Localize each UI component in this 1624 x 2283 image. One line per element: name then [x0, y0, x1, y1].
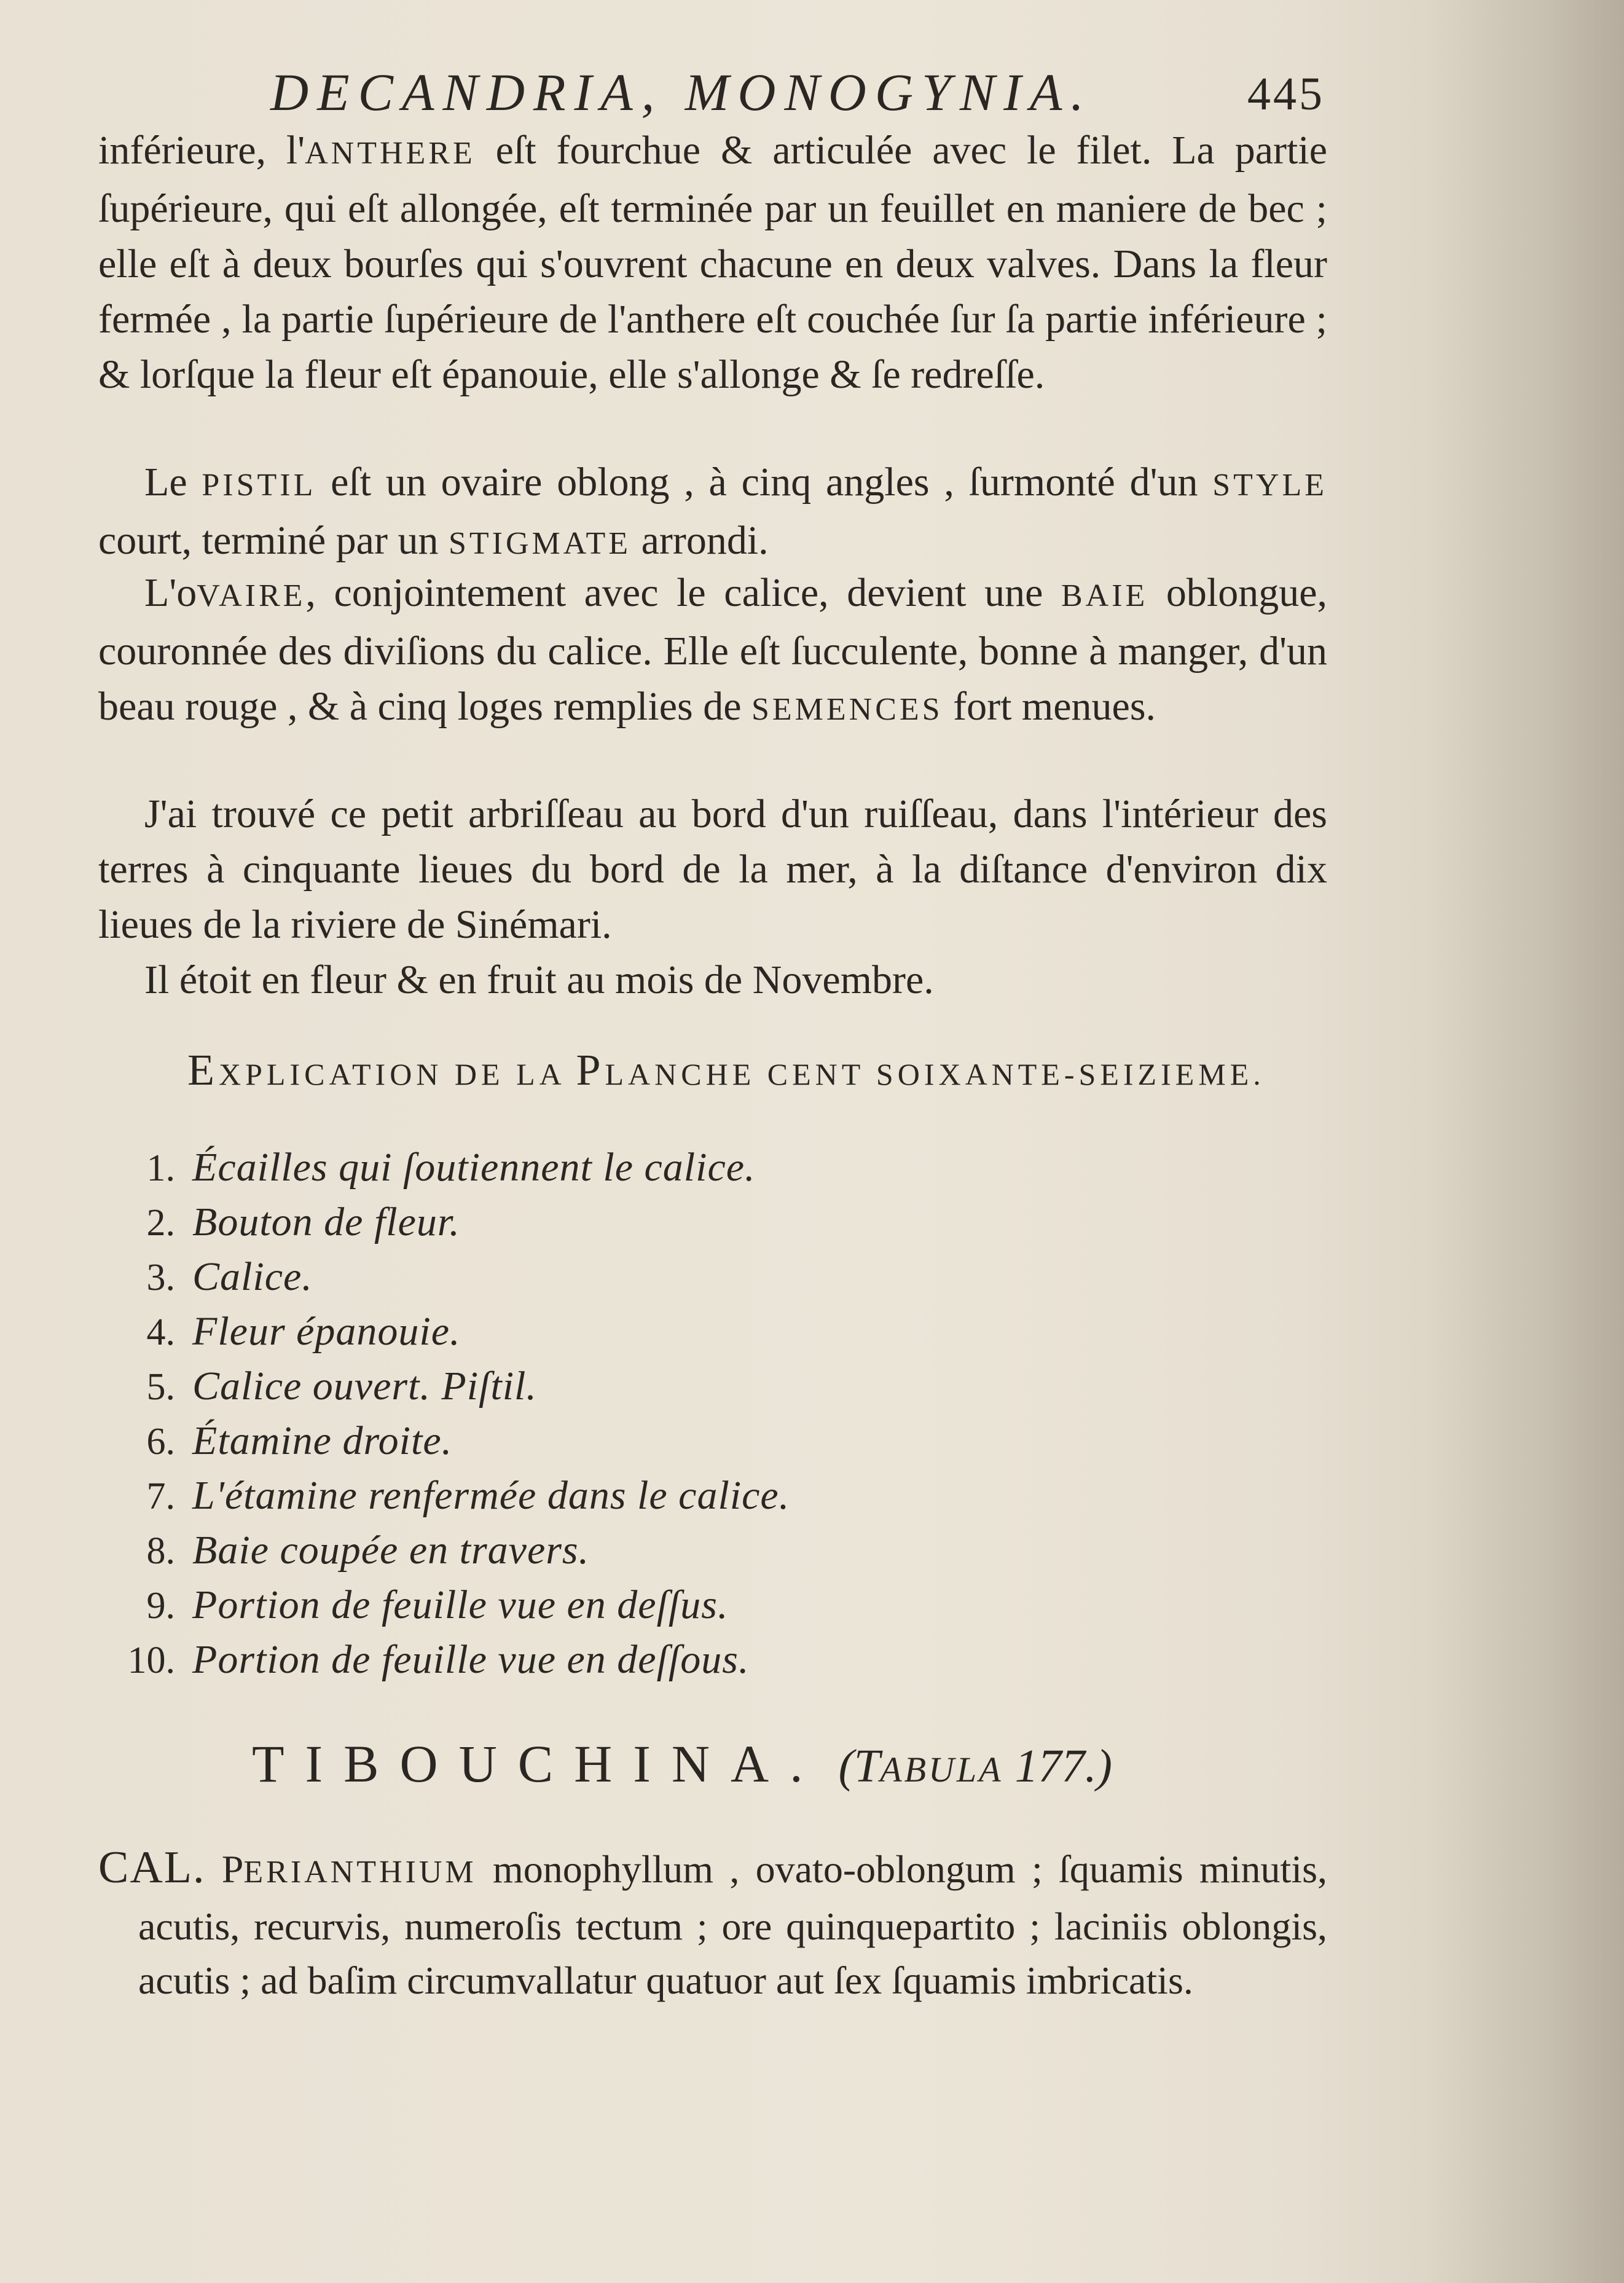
legend-number: 5. — [146, 1366, 175, 1408]
flowering-text: Il étoit en fleur & en fruit au mois de Novembre. — [144, 957, 934, 1002]
heading-small-caps: LANCHE — [605, 1057, 756, 1091]
legend-item — [98, 1249, 1143, 1304]
paragraph-anthere — [98, 123, 1327, 403]
legend-number: 6. — [146, 1421, 175, 1463]
heading-small-caps: CENT SOIXANTE-SEIZIEME. — [755, 1057, 1265, 1091]
text-run: arrondi. — [631, 518, 769, 563]
text-run: Le — [144, 460, 202, 505]
small-caps-term: STIGMATE — [448, 526, 632, 561]
legend-text: Calice. — [192, 1254, 313, 1299]
legend-number: 8. — [146, 1530, 175, 1572]
legend-text: Calice ouvert. Piſtil. — [192, 1364, 537, 1409]
legend-item — [98, 1468, 1143, 1523]
legend-text: Écailles qui ſoutiennent le calice. — [192, 1145, 756, 1190]
small-caps-term: ERIANTHIUM — [243, 1855, 477, 1890]
running-head: DECANDRIA, MONOGYNIA. — [270, 63, 1092, 122]
legend-number: 3. — [146, 1257, 175, 1299]
text-run: court, terminé par un — [98, 518, 449, 563]
plate-reference — [839, 1740, 1112, 1792]
genus-name: TIBOUCHINA. — [252, 1734, 824, 1793]
small-caps-term: PISTIL — [202, 468, 316, 503]
legend-text: Portion de feuille vue en deſſous. — [192, 1637, 750, 1682]
text-run: oblongue, couronnée des diviſions du calice. Elle eſt ſucculente, bonne à manger, d'un beau rouge , & à cinq loges remplies de — [98, 570, 1327, 729]
heading-small-caps: DE LA — [442, 1057, 576, 1091]
paragraph-pistil — [98, 455, 1327, 572]
legend-number: 9. — [146, 1585, 175, 1627]
paragraph-flowering — [98, 953, 1327, 1008]
legend-item — [98, 1413, 1143, 1468]
legend-item — [98, 1523, 1143, 1578]
heading-initial: P — [576, 1045, 605, 1094]
legend-item — [98, 1578, 1143, 1632]
text-run: inférieure, l' — [98, 128, 305, 173]
text-run: P — [205, 1847, 244, 1891]
legend-item — [98, 1304, 1143, 1359]
small-caps-term: ANTHERE — [305, 136, 476, 171]
paragraph-habitat — [98, 787, 1327, 953]
legend-text: Baie coupée en travers. — [192, 1528, 590, 1573]
explication-heading — [187, 1045, 1265, 1096]
page-edge-shadow — [1427, 0, 1624, 2283]
legend-text: L'étamine renfermée dans le calice. — [192, 1473, 790, 1518]
legend-number: 7. — [146, 1476, 175, 1517]
text-run: eſt un ovaire oblong , à cinq angles , ſurmonté d'un — [316, 460, 1213, 505]
small-caps-term: SEMENCES — [751, 692, 943, 727]
legend-text: Étamine droite. — [192, 1418, 453, 1463]
text-run: eſt fourchue & articulée avec le filet. La partie ſupérieure, qui eſt allongée, eſt terminée par un feuillet en maniere de bec ; elle eſt à deux bourſes qui s'ouvrent chacune en deux valves. Dans la fleur fermée , la partie ſupérieure de l'anthere eſt couchée ſur ſa partie inférieure ; & lorſque la fleur eſt épanouie, elle s'allonge & ſe redreſſe. — [98, 128, 1327, 397]
plate-ref-open: (T — [838, 1740, 881, 1792]
legend-item — [98, 1195, 1143, 1249]
heading-small-caps: XPLICATION — [218, 1057, 443, 1091]
genus-heading — [252, 1733, 1112, 1794]
plate-ref-close: 177.) — [1003, 1740, 1112, 1792]
heading-initial: E — [187, 1045, 219, 1094]
page-number: 445 — [1247, 68, 1325, 120]
text-run: , conjointement avec le calice, devient une — [305, 570, 1061, 615]
legend-text: Bouton de fleur. — [192, 1200, 460, 1244]
paragraph-calyx-description — [98, 1841, 1327, 2008]
legend-text: Fleur épanouie. — [192, 1309, 461, 1354]
legend-number: 4. — [146, 1311, 175, 1353]
plate-ref-small-caps: ABULA — [880, 1750, 1003, 1790]
legend-item — [98, 1140, 1143, 1195]
legend-item — [98, 1632, 1143, 1687]
paragraph-ovaire — [98, 565, 1327, 737]
text-run: L'o — [144, 570, 197, 615]
small-caps-term: VAIRE — [197, 578, 306, 613]
figure-legend-list — [98, 1140, 1143, 1687]
text-run: fort menues. — [943, 684, 1156, 729]
calyx-label: CAL. — [98, 1842, 206, 1893]
small-caps-term: BAIE — [1061, 578, 1148, 613]
small-caps-term: STYLE — [1212, 468, 1327, 503]
legend-number: 10. — [127, 1640, 175, 1681]
legend-number: 1. — [146, 1147, 175, 1189]
legend-item — [98, 1359, 1143, 1413]
legend-text: Portion de feuille vue en deſſus. — [192, 1582, 729, 1627]
habitat-text: J'ai trouvé ce petit arbriſſeau au bord d'un ruiſſeau, dans l'intérieur des terres à cinquante lieues du bord de la mer, à la diſtance d'environ dix lieues de la riviere de Sinémari. — [98, 792, 1327, 947]
text-run: monophyllum , ovato-oblongum ; ſquamis minutis, acutis, recurvis, numeroſis tectum ; ore quinquepartito ; laciniis oblongis, acutis ; ad baſim circumvallatur quatuor aut ſex ſquamis imbricatis. — [138, 1847, 1328, 2002]
legend-number: 2. — [146, 1202, 175, 1244]
